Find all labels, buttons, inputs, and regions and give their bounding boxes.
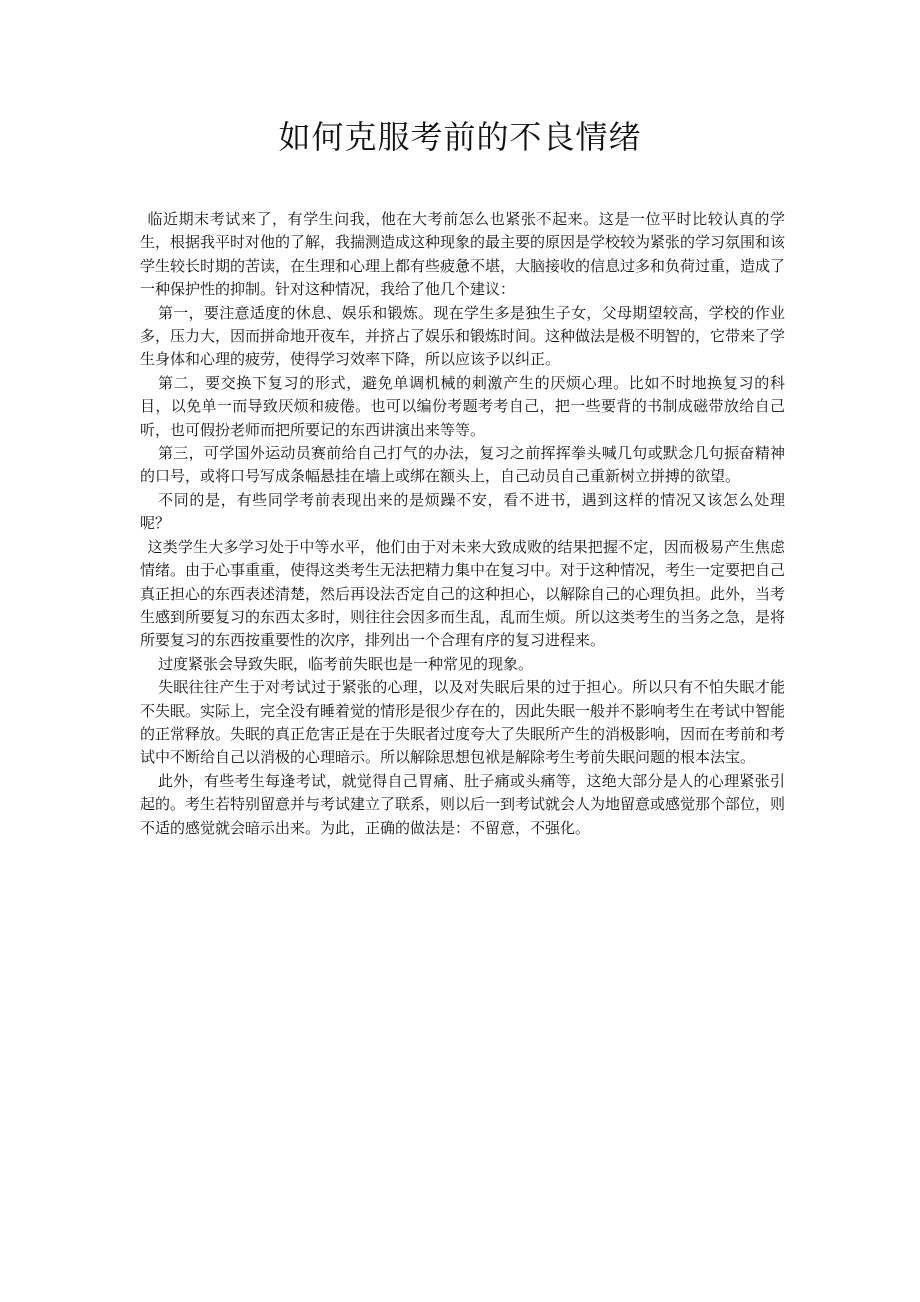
- paragraph-intro: 临近期末考试来了，有学生问我，他在大考前怎么也紧张不起来。这是一位平时比较认真的学生，根据我平时对他的了解，我揣测造成这种现象的最主要的原因是学校较为紧张的学习氛围和该学生较长时期的苦读，在生理和心理上都有些疲惫不堪，大脑接收的信息过多和负荷过重，造成了一种保护性的抑制。针对这种情况，我给了他几个建议：: [140, 210, 786, 299]
- paragraph-insomnia: 失眠往往产生于对考试过于紧张的心理，以及对失眠后果的过于担心。所以只有不怕失眠才能不失眠。实际上，完全没有睡着觉的情形是很少存在的，因此失眠一般并不影响考生在考试中智能的正常释放。失眠的真正危害正是在于失眠者过度夸大了失眠所产生的消极影响，因而在考前和考试中不断给自己以消极的心理暗示。所以解除思想包袱是解除考生考前失眠问题的根本法宝。: [140, 678, 786, 767]
- paragraph-second-suggestion: 第二，要交换下复习的形式，避免单调机械的刺激产生的厌烦心理。比如不时地换复习的科目，以免单一而导致厌烦和疲倦。也可以编份考题考考自己，把一些要背的书制成磁带放给自己听，也可假扮老师而把所要记的东西讲演出来等等。: [140, 373, 785, 439]
- document-body: [140, 208, 785, 840]
- paragraph-anxiety: 这类学生大多学习处于中等水平，他们由于对未来大致成败的结果把握不定，因而极易产生焦虑情绪。由于心事重重，使得这类考生无法把精力集中在复习中。对于这种情况，考生一定要把自己真正担心的东西表述清楚，然后再设法否定自己的这种担心，以解除自己的心理负担。此外，当考生感到所要复习的东西太多时，则往往会因多而生乱，乱而生烦。所以这类考生的当务之急，是将所要复习的东西按重要性的次序，排列出一个合理有序的复习进程来。: [140, 537, 786, 650]
- paragraph-question: 不同的是，有些同学考前表现出来的是烦躁不安，看不进书，遇到这样的情况又该怎么处理呢？: [140, 490, 785, 533]
- paragraph-third-suggestion: 第三，可学国外运动员赛前给自己打气的办法，复习之前挥挥拳头喊几句或默念几句振奋精神的口号，或将口号写成条幅悬挂在墙上或绑在额头上，自己动员自己重新树立拼搏的欲望。: [140, 444, 785, 486]
- paragraph-physical-symptoms: 此外，有些考生每逢考试，就觉得自己胃痛、肚子痛或头痛等，这绝大部分是人的心理紧张引起的。考生若特别留意并与考试建立了联系，则以后一到考试就会人为地留意或感觉那个部位，则不适的感觉就会暗示出来。为此，正确的做法是：不留意，不强化。: [140, 771, 786, 837]
- paragraph-first-suggestion: 第一，要注意适度的休息、娱乐和锻炼。现在学生多是独生子女，父母期望较高，学校的作业多，压力大，因而拼命地开夜车，并挤占了娱乐和锻炼时间。这种做法是极不明智的，它带来了学生身体和心理的疲劳，使得学习效率下降，所以应该予以纠正。: [140, 303, 786, 369]
- document-title: 如何克服考前的不良情绪: [278, 118, 642, 156]
- paragraph-insomnia-intro: 过度紧张会导致失眠，临考前失眠也是一种常见的现象。: [158, 654, 534, 673]
